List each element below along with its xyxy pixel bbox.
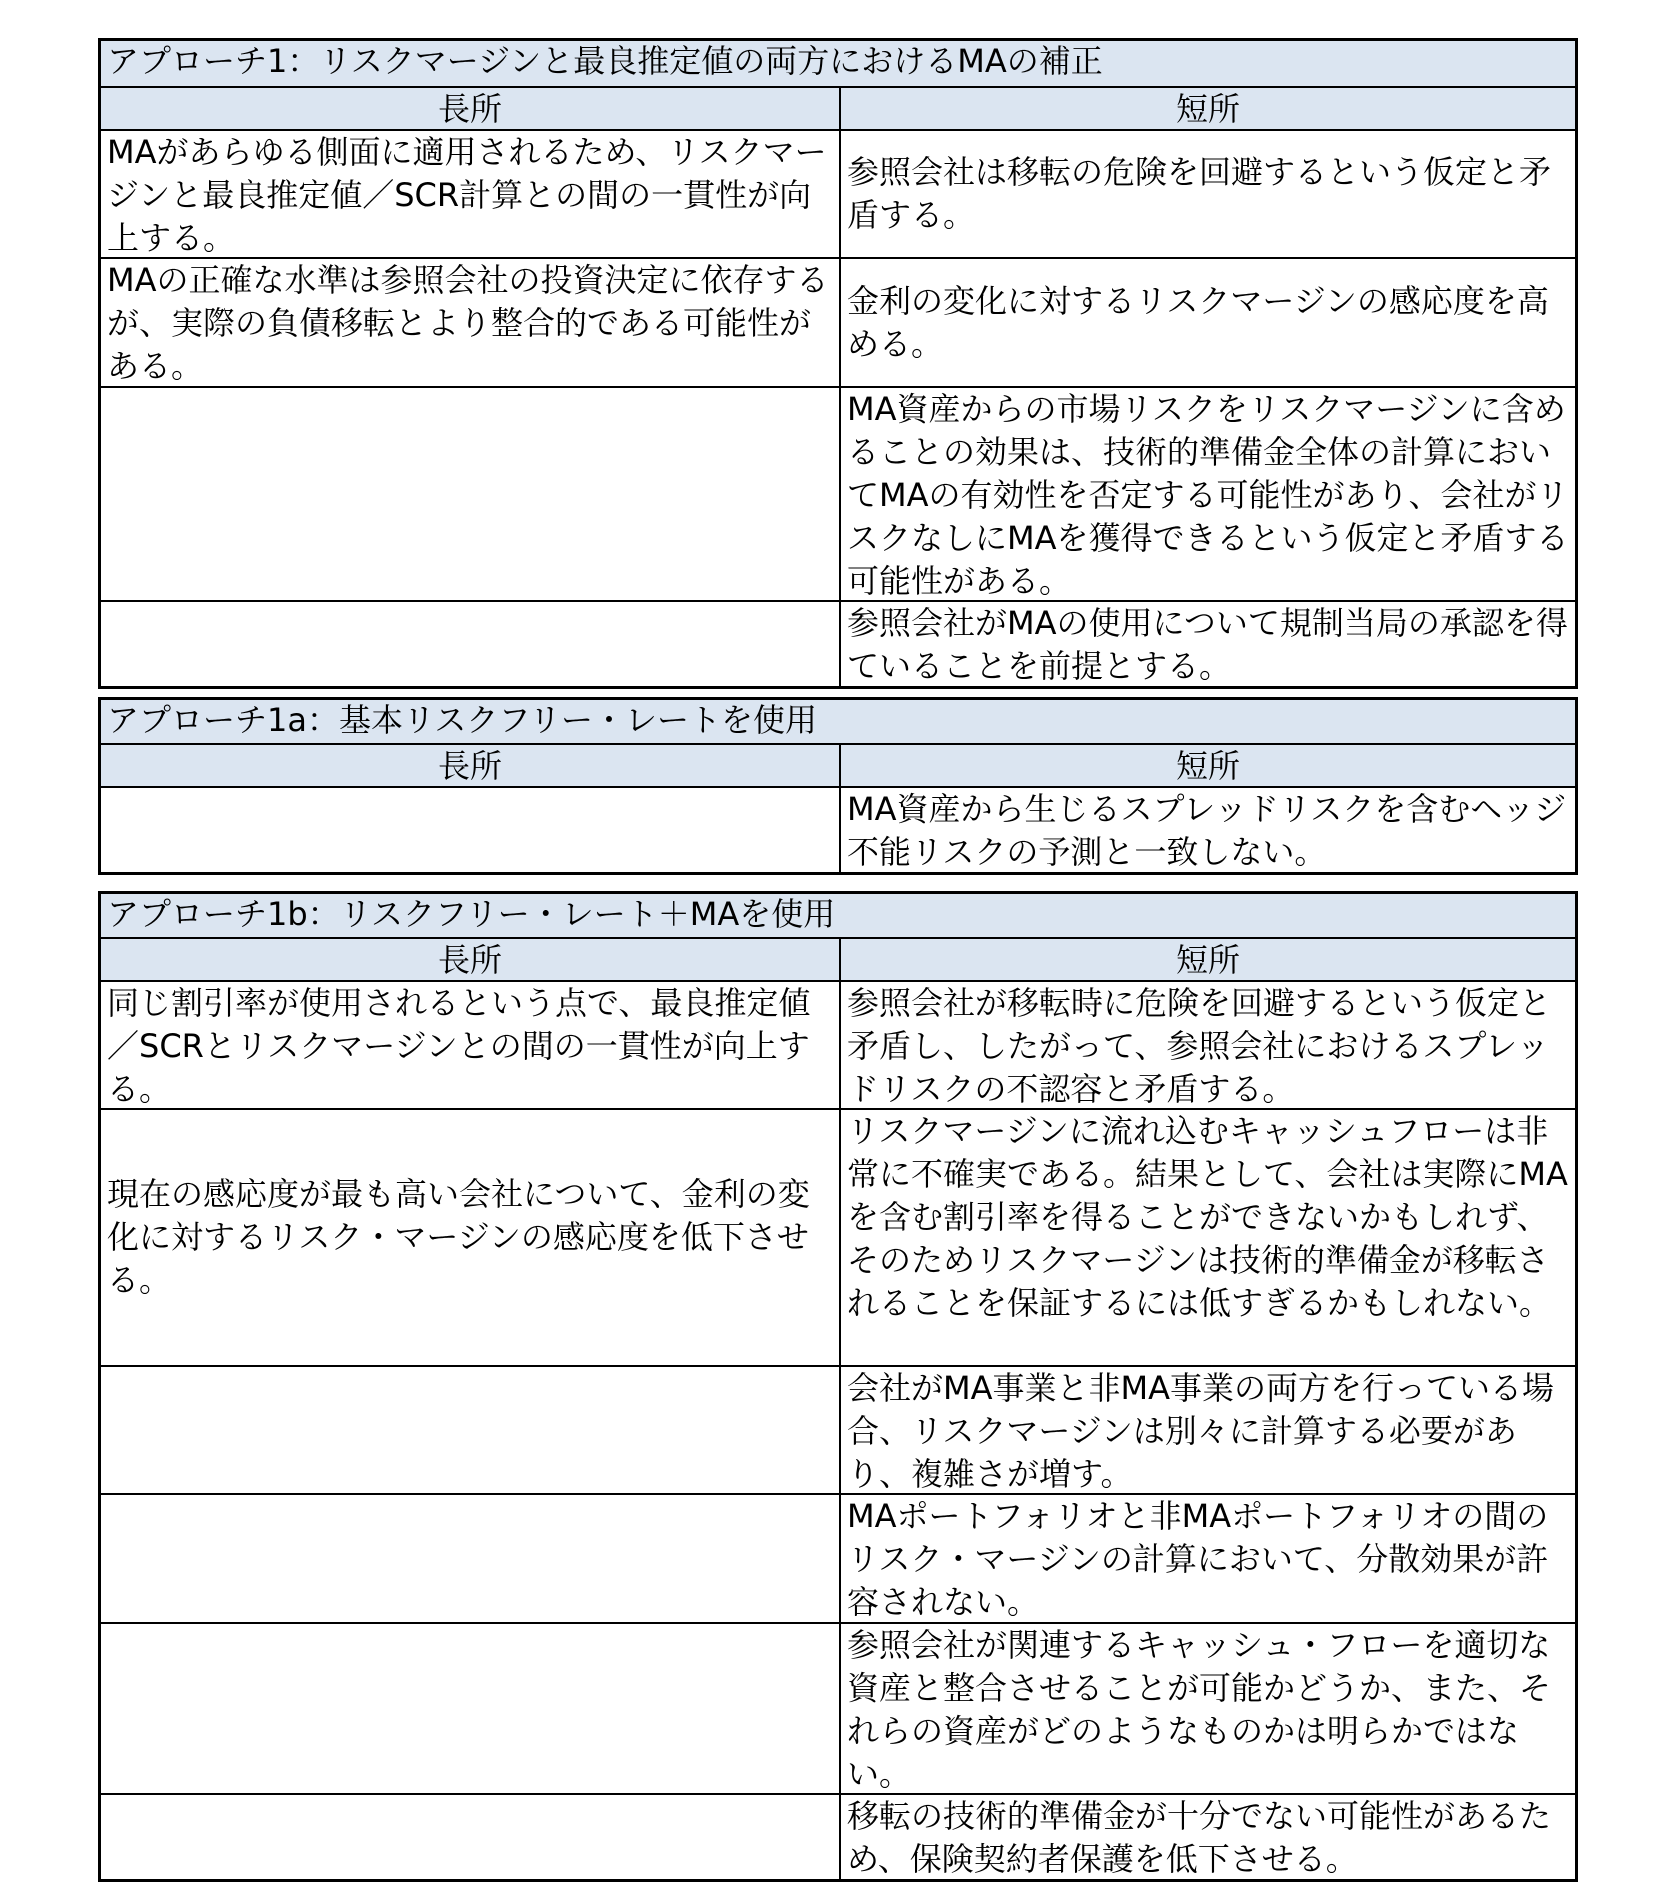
- con-text: 会社がMA事業と非MA事業の両方を行っている場合、リスクマージンは別々に計算する必要があり、複雑さが増す。: [847, 1369, 1555, 1493]
- approach-1a-table: [98, 697, 1578, 875]
- pro-cell: [101, 602, 841, 686]
- con-cell: [841, 259, 1575, 386]
- section-title-text: アプローチ1a：基本リスクフリー・レートを使用: [107, 701, 818, 739]
- pro-cell: [101, 259, 841, 386]
- pro-text: 同じ割引率が使用されるという点で、最良推定値／SCRとリスクマージンとの間の一貫性が向上する。: [107, 984, 811, 1108]
- con-cell: [841, 788, 1575, 872]
- pro-cell: [101, 1367, 841, 1493]
- pro-cell: [101, 131, 841, 257]
- table-row: [101, 1793, 1575, 1879]
- table-row: [101, 980, 1575, 1108]
- pro-cell: [101, 1495, 841, 1622]
- pro-cell: [101, 388, 841, 600]
- column-header-row: [101, 86, 1575, 129]
- table-row: [101, 257, 1575, 386]
- pro-cell: [101, 982, 841, 1108]
- con-text: 参照会社が移転時に危険を回避するという仮定と矛盾し、したがって、参照会社におけるスプレッドリスクの不認容と矛盾する。: [847, 984, 1552, 1108]
- section-title: [101, 700, 1575, 743]
- pros-header: 長所: [101, 88, 841, 129]
- table-row: [101, 1108, 1575, 1365]
- section-title: [101, 41, 1575, 86]
- cons-header: 短所: [1175, 747, 1240, 785]
- con-text: 参照会社がMAの使用について規制当局の承認を得ていることを前提とする。: [847, 604, 1568, 685]
- approach-1-table: [98, 38, 1578, 689]
- table-row: [101, 386, 1575, 600]
- con-text: リスクマージンに流れ込むキャッシュフローは非常に不確実である。結果として、会社は実際にMAを含む割引率を得ることができないかもしれず、そのためリスクマージンは技術的準備金が移転されることを保証するには低すぎるかもしれない。: [847, 1112, 1568, 1322]
- cons-header: 短所: [1175, 90, 1240, 128]
- table-row: [101, 600, 1575, 686]
- section-title: [101, 894, 1575, 937]
- con-cell: [841, 1495, 1575, 1622]
- con-cell: [841, 982, 1575, 1108]
- pro-cell: [101, 1795, 841, 1879]
- con-text: 移転の技術的準備金が十分でない可能性があるため、保険契約者保護を低下させる。: [847, 1797, 1552, 1878]
- con-text: MA資産からの市場リスクをリスクマージンに含めることの効果は、技術的準備金全体の計算においてMAの有効性を否定する可能性があり、会社がリスクなしにMAを獲得できるという仮定と矛盾する可能性がある。: [847, 390, 1569, 600]
- pro-cell: [101, 788, 841, 872]
- con-cell: [841, 1367, 1575, 1493]
- table-row: [101, 1365, 1575, 1493]
- pro-text: MAがあらゆる側面に適用されるため、リスクマージンと最良推定値／SCR計算との間の一貫性が向上する。: [107, 133, 827, 257]
- section-title-text: アプローチ1：リスクマージンと最良推定値の両方におけるMAの補正: [107, 42, 1103, 80]
- con-cell: [841, 1795, 1575, 1879]
- pro-text: 現在の感応度が最も高い会社について、金利の変化に対するリスク・マージンの感応度を低下させる。: [107, 1175, 810, 1299]
- table-row: [101, 786, 1575, 872]
- con-cell: [841, 1624, 1575, 1793]
- table-row: [101, 129, 1575, 257]
- column-header-row: [101, 743, 1575, 786]
- con-text: 参照会社が関連するキャッシュ・フローを適切な資産と整合させることが可能かどうか、また、それらの資産がどのようなものかは明らかではない。: [847, 1626, 1552, 1793]
- con-cell: [841, 131, 1575, 257]
- pros-header: 長所: [101, 939, 841, 980]
- con-text: MA資産から生じるスプレッドリスクを含むヘッジ不能リスクの予測と一致しない。: [847, 790, 1567, 871]
- pro-cell: [101, 1624, 841, 1793]
- table-row: [101, 1493, 1575, 1622]
- cons-header: 短所: [1175, 941, 1240, 979]
- pro-text: MAの正確な水準は参照会社の投資決定に依存するが、実際の負債移転とより整合的である可能性がある。: [107, 261, 829, 385]
- pro-cell: [101, 1110, 841, 1365]
- con-cell: [841, 1110, 1575, 1365]
- con-text: 金利の変化に対するリスクマージンの感応度を高める。: [847, 281, 1549, 363]
- table-row: [101, 1622, 1575, 1793]
- con-cell: [841, 388, 1575, 600]
- con-cell: [841, 602, 1575, 686]
- section-title-text: アプローチ1b：リスクフリー・レート＋MAを使用: [107, 895, 836, 933]
- pros-header: 長所: [101, 745, 841, 786]
- con-text: MAポートフォリオと非MAポートフォリオの間のリスク・マージンの計算において、分散効果が許容されない。: [847, 1497, 1549, 1621]
- column-header-row: [101, 937, 1575, 980]
- con-text: 参照会社は移転の危険を回避するという仮定と矛盾する。: [847, 153, 1552, 234]
- approach-1b-table: [98, 891, 1578, 1882]
